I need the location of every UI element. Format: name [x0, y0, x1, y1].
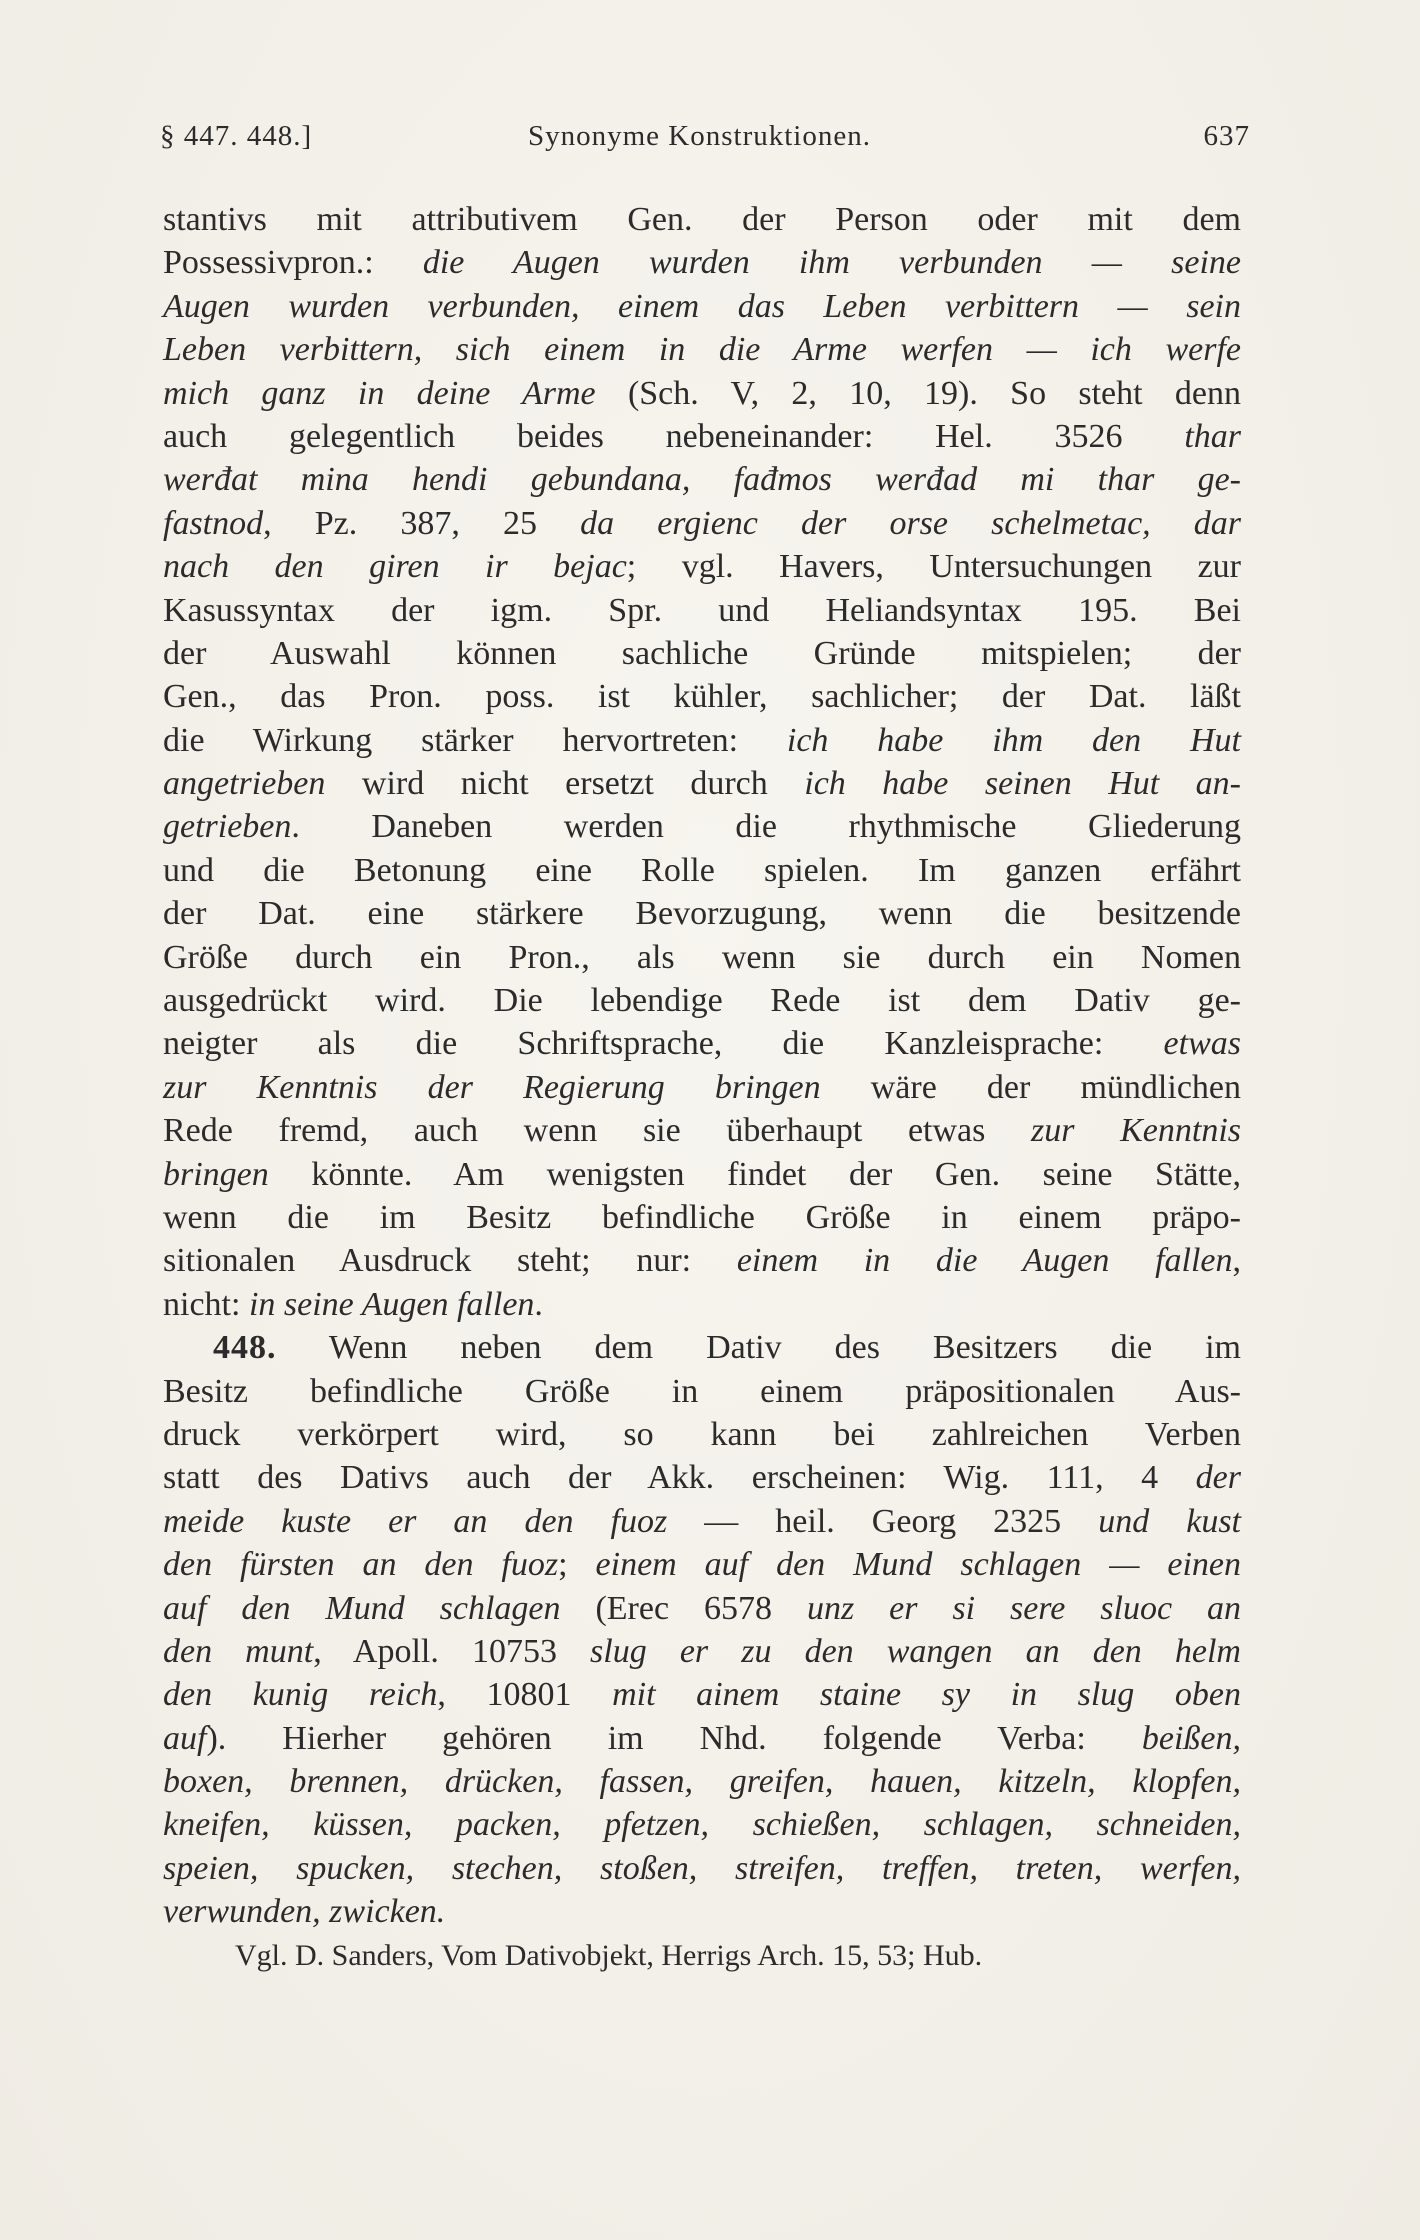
text-line: [163, 762, 1241, 805]
text-line: [163, 632, 1241, 675]
text-segment: stantivs mit attributivem Gen. der Person oder mit dem: [163, 201, 1241, 238]
text-segment: Größe durch ein Pron., als wenn sie durch ein Nomen: [163, 938, 1241, 976]
italic-segment: da ergienc der orse schelmetac, dar: [580, 504, 1242, 542]
italic-segment: kneifen, küssen, packen, pfetzen, schießen, schlagen, schneiden,: [163, 1806, 1241, 1844]
text-line: [163, 849, 1241, 892]
text-line: [163, 285, 1241, 328]
text-segment: , 10801: [437, 1676, 613, 1714]
italic-segment: verwunden, zwicken.: [163, 1893, 446, 1931]
text-line: [163, 1587, 1241, 1630]
paragraph-448: [163, 1326, 1241, 1933]
text-segment: Possessivpron.:: [163, 244, 423, 282]
italic-segment: nach den giren ir bejac: [163, 548, 627, 586]
text-segment: Rede fremd, auch wenn sie überhaupt etwas: [163, 1112, 1031, 1150]
section-number: 448.: [213, 1329, 277, 1367]
text-segment: Wenn neben dem Dativ des Besitzers die im: [276, 1329, 1241, 1367]
text-line: [163, 1153, 1241, 1196]
text-segment: Kasussyntax der igm. Spr. und Heliandsyntax 195. Bei: [163, 591, 1241, 629]
text-line: [163, 1803, 1241, 1846]
italic-segment: den kunig reich: [163, 1676, 438, 1714]
text-line: [163, 1847, 1241, 1890]
italic-segment: unz er si sere sluoc an: [806, 1589, 1241, 1627]
section-reference: § 447. 448.]: [160, 120, 313, 152]
italic-segment: slug er zu den wangen an den helm: [590, 1632, 1241, 1670]
text-line: [163, 1543, 1241, 1586]
text-segment: wenn die im Besitz befindliche Größe in einem präpo-: [163, 1198, 1241, 1236]
italic-segment: den munt: [163, 1632, 314, 1670]
text-segment: (Sch. V, 2, 10, 19). So steht denn: [595, 374, 1241, 412]
text-line: [163, 1066, 1241, 1109]
text-segment: und die Betonung eine Rolle spielen. Im ganzen erfährt: [163, 851, 1241, 889]
text-line: [163, 1283, 1241, 1326]
text-line: [163, 1673, 1241, 1716]
text-line: [163, 372, 1241, 415]
italic-segment: den fürsten an den fuoz: [163, 1546, 559, 1584]
text-segment: ;: [558, 1546, 596, 1584]
text-line: [163, 1890, 1241, 1933]
text-segment: Gen., das Pron. poss. ist kühler, sachlicher; der Dat. läßt: [163, 678, 1241, 716]
text-segment: . Daneben werden die rhythmische Gliederung: [291, 808, 1241, 846]
page-body: [163, 198, 1241, 1977]
text-line: [163, 241, 1241, 284]
text-line: [163, 198, 1241, 241]
italic-segment: zur Kenntnis der Regierung bringen: [163, 1068, 821, 1106]
italic-segment: speien, spucken, stechen, stoßen, streifen, treffen, treten, werfen,: [163, 1849, 1241, 1887]
italic-segment: zur Kenntnis: [1031, 1112, 1241, 1150]
text-segment: ,: [1232, 1242, 1242, 1280]
text-segment: wird nicht ersetzt durch: [325, 765, 805, 803]
text-line: [163, 936, 1241, 979]
italic-segment: in seine Augen fallen: [248, 1285, 535, 1323]
italic-segment: der: [1195, 1459, 1241, 1497]
italic-segment: bringen: [163, 1155, 269, 1193]
italic-segment: Augen wurden verbunden, einem das Leben verbittern — sein: [163, 287, 1241, 325]
text-segment: , Pz. 387, 25: [263, 504, 581, 542]
text-segment: könnte. Am wenigsten findet der Gen. seine Stätte,: [268, 1155, 1241, 1193]
text-segment: .: [534, 1285, 543, 1323]
text-segment: (Erec 6578: [560, 1589, 807, 1627]
italic-segment: etwas: [1163, 1025, 1241, 1063]
text-line: [163, 1370, 1241, 1413]
text-line: [163, 1717, 1241, 1760]
text-segment: der Dat. eine stärkere Bevorzugung, wenn die besitzende: [163, 895, 1241, 933]
paragraph-447-continuation: [163, 198, 1241, 1326]
text-segment: wäre der mündlichen: [820, 1068, 1241, 1106]
page-title: Synonyme Konstruktionen.: [528, 120, 871, 152]
text-segment: statt des Dativs auch der Akk. erscheinen: Wig. 111, 4: [163, 1459, 1196, 1497]
text-line: [163, 1239, 1241, 1282]
text-line: [163, 1630, 1241, 1673]
italic-segment: ich habe ihm den Hut: [786, 721, 1241, 759]
text-line: [163, 328, 1241, 371]
italic-segment: mich ganz in deine Arme: [163, 374, 596, 412]
text-line: [163, 979, 1241, 1022]
text-segment: druck verkörpert wird, so kann bei zahlreichen Verben: [163, 1415, 1241, 1453]
text-segment: ausgedrückt wird. Die lebendige Rede ist dem Dativ ge-: [163, 982, 1241, 1020]
italic-segment: getrieben: [163, 808, 292, 846]
text-segment: , Apoll. 10753: [313, 1632, 591, 1670]
italic-segment: einem in die Augen fallen: [736, 1242, 1233, 1280]
text-line: [163, 458, 1241, 501]
italic-segment: Leben verbittern, sich einem in die Arme werfen — ich werfe: [163, 331, 1241, 369]
text-line: [163, 1413, 1241, 1456]
italic-segment: boxen, brennen, drücken, fassen, greifen, hauen, kitzeln, klopfen,: [163, 1763, 1241, 1801]
text-segment: der Auswahl können sachliche Gründe mitspielen; der: [163, 634, 1241, 672]
italic-segment: angetrieben: [163, 765, 326, 803]
text-line: [163, 1326, 1241, 1369]
text-segment: neigter als die Schriftsprache, die Kanzleisprache:: [163, 1025, 1164, 1063]
text-line: [163, 719, 1241, 762]
italic-segment: die Augen wurden ihm verbunden — seine: [422, 244, 1242, 282]
text-line: [163, 545, 1241, 588]
text-line: [163, 1456, 1241, 1499]
text-segment: Besitz befindliche Größe in einem präpositionalen Aus-: [163, 1372, 1241, 1410]
text-line: [163, 589, 1241, 632]
text-segment: die Wirkung stärker hervortreten:: [163, 721, 787, 759]
text-segment: sitionalen Ausdruck steht; nur:: [163, 1242, 737, 1280]
page-number: 637: [1203, 120, 1250, 152]
italic-segment: und kust: [1098, 1502, 1241, 1540]
text-line: [163, 415, 1241, 458]
text-line: [163, 1760, 1241, 1803]
italic-segment: auf: [163, 1719, 207, 1757]
text-line: [163, 1022, 1241, 1065]
text-line: [163, 1196, 1241, 1239]
italic-segment: beißen,: [1141, 1719, 1241, 1757]
text-line: [163, 502, 1241, 545]
text-segment: nicht:: [163, 1285, 249, 1323]
text-line: [163, 1109, 1241, 1152]
italic-segment: meide kuste er an den fuoz: [163, 1502, 668, 1540]
text-segment: ; vgl. Havers, Untersuchungen zur: [626, 548, 1242, 586]
italic-segment: ich habe seinen Hut an-: [804, 765, 1242, 803]
italic-segment: werđat mina hendi gebundana, fađmos werđad mi thar ge-: [163, 461, 1241, 499]
footnote: Vgl. D. Sanders, Vom Dativobjekt, Herrigs Arch. 15, 53; Hub.: [235, 1938, 983, 1972]
text-line: [163, 1500, 1241, 1543]
text-line: [163, 892, 1241, 935]
italic-segment: mit ainem staine sy in slug oben: [612, 1676, 1241, 1714]
text-line: [163, 675, 1241, 718]
italic-segment: auf den Mund schlagen: [163, 1589, 561, 1627]
italic-segment: thar: [1184, 417, 1241, 455]
text-segment: — heil. Georg 2325: [667, 1502, 1099, 1540]
running-header: [160, 120, 1250, 180]
text-segment: auch gelegentlich beides nebeneinander: Hel. 3526: [163, 417, 1185, 455]
italic-segment: fastnod: [163, 504, 264, 542]
text-line: [163, 805, 1241, 848]
text-segment: ). Hierher gehören im Nhd. folgende Verba:: [206, 1719, 1142, 1757]
italic-segment: einem auf den Mund schlagen — einen: [595, 1546, 1242, 1584]
